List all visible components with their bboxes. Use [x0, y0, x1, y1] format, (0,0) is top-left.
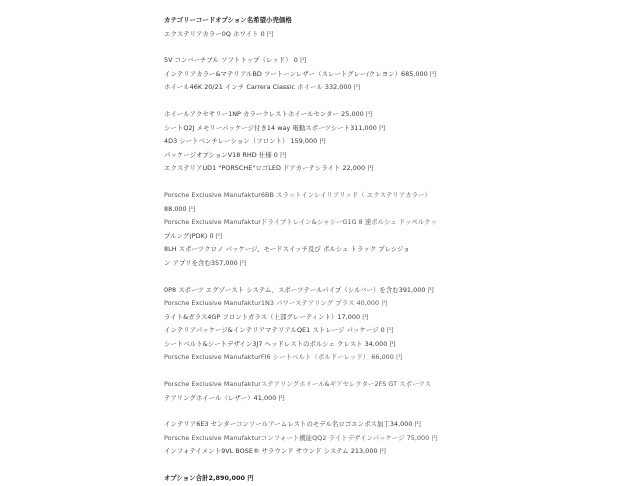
option-line: パッケージオプションV18 RHD 仕様 0 円	[164, 150, 287, 159]
option-line: シートベルト&シートデザイン3J7 ヘッドレストのポルシェ クレスト 34,000 円	[164, 339, 396, 348]
option-group-steering-wheel	[164, 378, 484, 405]
group-spacer	[164, 176, 484, 189]
option-line: エクステリアUD1 "PORSCHE"ロゴLED ドアカーテシライト 22,000 円	[164, 164, 374, 173]
option-line: インテリアカラー&マテリアルBD ツートーンレザー（スレートグレー/クレヨン）685,000 円	[164, 69, 437, 78]
option-total-line: オプション合計2,890,000 円	[164, 474, 254, 483]
option-line: Porsche Exclusive Manufaktur1N3 パワーステアリング プラス 40,000 円	[164, 299, 388, 308]
option-line: ホイール46K 20/21 インチ Carrera Classic ホイール 332,000 円	[164, 83, 361, 92]
option-total	[164, 472, 484, 486]
group-spacer	[164, 41, 484, 54]
option-line: シートQ2J メモリーパッケージ付き14 way 電動スポーツシート311,000 円	[164, 123, 386, 132]
option-line: 0P8 スポーツ エグゾースト システム、スポーツテールパイプ（シルバー）を含む391,000 円	[164, 285, 435, 294]
group-spacer	[164, 271, 484, 284]
option-line: Porsche Exclusive Manufakturドライブトレイン&シャシーG1G 8 速ポルシェ ドッペルクッ	[164, 218, 438, 227]
table-header: カテゴリーコードオプション名希望小売価格	[164, 16, 292, 24]
option-line: ン アプリを含む357,000 円	[164, 258, 247, 267]
option-line: 88,000 円	[164, 204, 196, 213]
option-group-softtop-interior-wheel	[164, 54, 484, 95]
group-spacer	[164, 95, 484, 108]
option-group-accessories-seats	[164, 108, 484, 176]
option-line: インテリアパッケージ&インテリアマテリアルQE1 ストレージ パッケージ 0 円	[164, 326, 394, 335]
option-line: インフォテイメント9VL BOSE® サラウンド サウンド システム 213,000 円	[164, 447, 387, 456]
option-line: プルング(PDK) 0 円	[164, 231, 223, 240]
option-line: Porsche Exclusive ManufakturFI6 シートベルト（ボルドーレッド） 66,000 円	[164, 353, 403, 362]
option-line: エクステリアカラー0Q ホワイト 0 円	[164, 29, 274, 38]
option-line: Porsche Exclusive Manufakturステアリングホイール&ギアセレクター2FS GT スポーツス	[164, 380, 432, 389]
group-spacer	[164, 405, 484, 418]
option-line: ホイールアクセサリー1NP カラークレストホイールセンター 25,000 円	[164, 109, 373, 118]
option-line: 4D3 シートベンチレーション（フロント） 159,000 円	[164, 137, 326, 146]
option-line: 8LH スポーツクロノ パッケージ、モードスイッチ及び ポルシェ トラック プレシジョ	[164, 245, 410, 254]
group-spacer	[164, 365, 484, 378]
option-line: Porsche Exclusive Manufakturコンフォート機能QQ2 ライトデザインパッケージ 75,000 円	[164, 433, 438, 442]
option-group-exclusive-drivetrain	[164, 189, 484, 271]
option-group-console-comfort-audio	[164, 418, 484, 459]
option-line: ライト&ガラス4GP フロントガラス（上部グレーティント）17,000 円	[164, 312, 369, 321]
options-document	[164, 14, 484, 486]
group-spacer	[164, 459, 484, 472]
option-line: インテリア6E3 センターコンソールアームレストのモデル名ロゴエンボス加工34,000 円	[164, 420, 422, 429]
option-line: 5V コンバーチブル ソフトトップ（レッド） 0 円	[164, 56, 307, 65]
option-line: Porsche Exclusive Manufaktur6BB スラットインレイリアリッド（ エクステリアカラー）	[164, 190, 431, 199]
option-line: テアリングホイール（レザー）41,000 円	[164, 393, 285, 402]
option-group-exterior-color	[164, 28, 484, 42]
option-group-exhaust-interior	[164, 284, 484, 366]
